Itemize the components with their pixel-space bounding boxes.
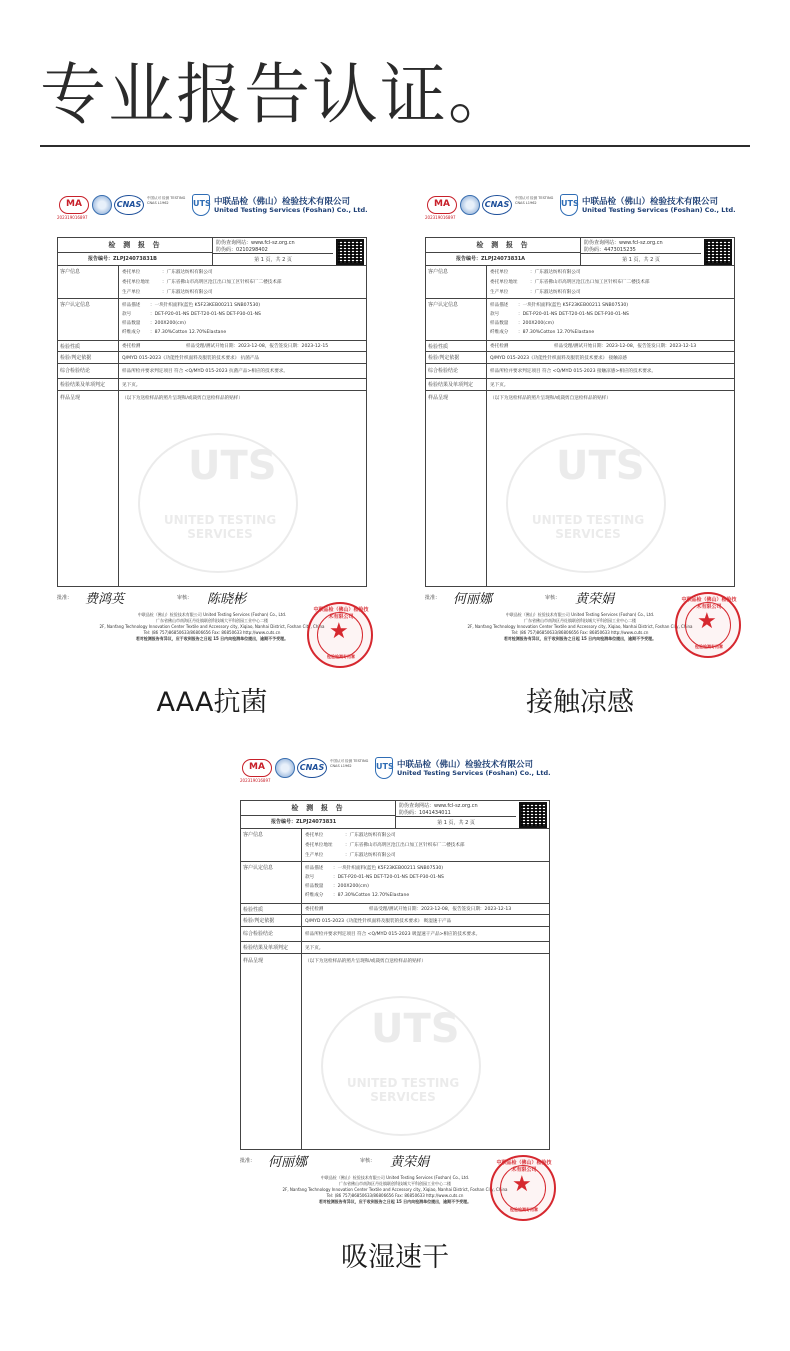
watermark-text: UNITED TESTING SERVICES	[163, 513, 277, 541]
cnas-text: 中国认可 检测 TESTING CNAS L1962	[147, 196, 186, 205]
report-no-label: 报告编号：	[456, 256, 482, 262]
test-type-value: 委托检测	[305, 907, 324, 912]
stamp-subtext: 检验检测专用章	[327, 654, 355, 659]
approver-signature: 何丽娜	[268, 1155, 308, 1170]
reviewer-signature: 黄荣娟	[390, 1155, 430, 1170]
cnas-logo: CNAS	[297, 758, 327, 778]
model-field: 款号 ：DET-P20-01-NS DET-T20-01-NS DET-P30-01-NS	[490, 312, 629, 317]
test-type-section	[241, 904, 549, 915]
field-value: 87.30%Cotton 12.70%Elastane	[522, 330, 595, 335]
quantity-field: 样品数量 ：200X200(cm)	[122, 321, 186, 326]
conclusion-section	[58, 364, 366, 379]
confirm-info-label: 客户认定信息	[243, 866, 274, 871]
client-field: 委托单位 ：广东淑达纺织有限公司	[490, 270, 581, 275]
section-divider	[301, 829, 302, 861]
star-icon: ★	[512, 1171, 532, 1196]
field-value: 广东省佛山市高明区沧江出口加工区针织布厂二楼技术部	[349, 843, 465, 848]
sample-field: 样品描述 ：一块针织面料(蓝色 K5F23KEB00211 SNB07530)	[122, 303, 261, 308]
basis-label: 检验/判定依据	[428, 356, 460, 361]
watermark-logo: UTS	[556, 443, 645, 489]
basis-section	[58, 352, 366, 364]
test-type-label: 检验性质	[60, 345, 81, 350]
stamp-text: 中联品检（佛山）检验技术有限公司	[313, 607, 369, 620]
stamp-subtext: 检验检测专用章	[510, 1207, 538, 1212]
company-name-en: United Testing Services (Foshan) Co., Ltd.	[582, 206, 736, 214]
model-field: 款号 ：DET-P20-01-NS DET-T20-01-NS DET-P30-01-NS	[122, 312, 261, 317]
basis-value: Q/MYD 015-2023《功能性针织面料及服装的技术要求》 接触凉感	[490, 356, 627, 361]
verify-code	[399, 809, 451, 816]
footer-line-1: 中联品检（佛山）检验技术有限公司 United Testing Services (Foshan) Co., Ltd.	[320, 1175, 470, 1180]
section-divider	[118, 299, 119, 340]
basis-section	[426, 352, 734, 364]
producer-field: 生产单位 ：广东淑达纺织有限公司	[122, 290, 213, 295]
ma-number: 202319016897	[425, 215, 456, 220]
verify-site: 防伪查询网站：www.fcl-sz.org.cn	[399, 803, 478, 809]
producer-field: 生产单位 ：广东淑达纺织有限公司	[490, 290, 581, 295]
remarks-label: 检验结果及单项判定	[243, 946, 289, 951]
report-form	[425, 237, 735, 587]
uts-watermark	[506, 433, 666, 573]
verify-code-value: 1041434011	[419, 810, 451, 816]
ma-number: 202319016897	[57, 215, 88, 220]
stamp-text: 中联品检（佛山）检验技术有限公司	[681, 597, 737, 610]
confirm-info-section	[58, 299, 366, 341]
confirm-info-label: 客户认定信息	[60, 303, 91, 308]
footer-line-1: 中联品检（佛山）检验技术有限公司 United Testing Services (Foshan) Co., Ltd.	[505, 612, 655, 617]
title-divider	[40, 145, 750, 147]
report-no-value: ZLPJ24073831	[296, 819, 337, 825]
verify-code	[216, 246, 268, 253]
field-value: 广东省佛山市高明区沧江出口加工区针织布厂二楼技术部	[534, 280, 650, 285]
report-number	[426, 253, 581, 266]
signature-row	[57, 592, 367, 607]
cert-header-logos	[425, 192, 755, 224]
field-key: 样品数量	[305, 884, 324, 889]
remarks-label: 检验结果及单项判定	[60, 383, 106, 388]
field-key: 委托单位	[122, 270, 141, 275]
field-key: 生产单位	[122, 290, 141, 295]
official-stamp	[307, 602, 373, 668]
approver-signature: 何丽娜	[453, 592, 493, 607]
qr-code-icon	[704, 239, 732, 265]
field-value: 广东淑达纺织有限公司	[166, 270, 213, 275]
watermark-logo: UTS	[188, 443, 277, 489]
stamp-text: 中联品检（佛山）检验技术有限公司	[496, 1160, 552, 1173]
remarks-section	[241, 942, 549, 954]
client-field: 委托单位 ：广东淑达纺织有限公司	[122, 270, 213, 275]
footer-line-2: 广东省佛山市南海区丹灶镇联创科技城大平科创园工业中心二楼	[524, 618, 636, 623]
cnas-text: 中国认可 检测 TESTING CNAS L1962	[515, 196, 554, 205]
footer-line-2: 广东省佛山市南海区丹灶镇联创科技城大平科创园工业中心二楼	[156, 618, 268, 623]
report-title-cell	[426, 238, 581, 266]
test-type-section	[426, 341, 734, 352]
uts-logo: UTS	[192, 194, 210, 216]
certificate-2	[240, 755, 570, 1225]
client-info-label: 客户信息	[428, 270, 449, 275]
cnas-text: 中国认可 检测 TESTING CNAS L1962	[330, 759, 369, 768]
sample-field: 样品描述 ：一块针织面料(蓝色 K5F23KEB00211 SNB07530)	[305, 866, 444, 871]
report-no-value: ZLPJ24073831A	[481, 256, 526, 262]
verify-code-label: 防伪码：	[216, 247, 237, 253]
footer-line-2: 广东省佛山市南海区丹灶镇联创科技城大平科创园工业中心二楼	[339, 1181, 451, 1186]
field-key: 委托单位	[305, 833, 324, 838]
dates-value: 样品受理/测试开始日期：2023-12-08，报告签发日期：2023-12-15	[186, 344, 329, 349]
field-key: 款号	[305, 875, 315, 880]
section-divider	[301, 862, 302, 903]
footer-line-4: Tel: (86 757)86850633/86806656 Fax: 86850633 http://www.cuts.cn	[326, 1193, 464, 1198]
field-key: 样品数量	[490, 321, 509, 326]
remarks-section	[426, 379, 734, 391]
report-form	[240, 800, 550, 1150]
conclusion-section	[426, 364, 734, 379]
field-key: 委托单位地址	[122, 280, 150, 285]
uts-logo: UTS	[560, 194, 578, 216]
footer-line-1: 中联品检（佛山）检验技术有限公司 United Testing Services (Foshan) Co., Ltd.	[137, 612, 287, 617]
verify-code	[584, 246, 636, 253]
certificate-1	[425, 192, 755, 662]
section-divider	[118, 391, 119, 587]
report-title: 检 测 报 告	[58, 238, 213, 253]
reviewer-signature: 黄荣娟	[575, 592, 615, 607]
field-value: 广东淑达纺织有限公司	[166, 290, 213, 295]
field-key: 纤维成分	[122, 330, 141, 335]
report-form	[57, 237, 367, 587]
confirm-info-section	[426, 299, 734, 341]
field-value: DET-P20-01-NS DET-T20-01-NS DET-P30-01-NS	[154, 312, 261, 317]
field-value: DET-P20-01-NS DET-T20-01-NS DET-P30-01-NS	[522, 312, 629, 317]
ma-number: 202319016897	[240, 778, 271, 783]
quantity-field: 样品数量 ：200X200(cm)	[490, 321, 554, 326]
approve-label: 批准：	[240, 1159, 256, 1164]
verify-site: 防伪查询网站：www.fcl-sz.org.cn	[216, 240, 295, 246]
qr-code-icon	[336, 239, 364, 265]
quantity-field: 样品数量 ：200X200(cm)	[305, 884, 369, 889]
sample-field: 样品描述 ：一块针织面料(蓝色 K5F23KEB00211 SNB07530)	[490, 303, 629, 308]
remarks-value: 见下页。	[122, 383, 141, 388]
report-title-cell	[241, 801, 396, 829]
field-key: 纤维成分	[305, 893, 324, 898]
conclusion-value: 样品所检并要求判定项目 符合 <Q/MYD 015-2023 抗菌产品>相应的技术要求。	[122, 369, 288, 374]
report-number	[241, 816, 396, 829]
report-header-row	[241, 801, 549, 829]
section-divider	[486, 341, 487, 351]
basis-section	[241, 915, 549, 927]
dates-value: 样品受理/测试开始日期：2023-12-08，报告签发日期：2023-12-13	[369, 907, 512, 912]
remarks-label: 检验结果及单项判定	[428, 383, 474, 388]
fiber-field: 纤维成分 ：87.30%Cotton 12.70%Elastane	[305, 893, 410, 898]
ma-logo: MA	[427, 196, 457, 214]
field-value: 广东淑达纺织有限公司	[349, 853, 396, 858]
ma-logo: MA	[59, 196, 89, 214]
star-icon: ★	[329, 618, 349, 643]
field-key: 委托单位	[490, 270, 509, 275]
certificate-0	[57, 192, 387, 662]
cert-header-logos	[57, 192, 387, 224]
cert-caption-0: AAA抗菌	[156, 687, 268, 718]
client-address-field: 委托单位地址 ：广东省佛山市高明区沧江出口加工区针织布厂二楼技术部	[490, 280, 650, 285]
uts-logo: UTS	[375, 757, 393, 779]
conclusion-value: 样品所检并要求判定项目 符合 <Q/MYD 015-2023 接触凉感>相应的技术要求。	[490, 369, 656, 374]
client-address-field: 委托单位地址 ：广东省佛山市高明区沧江出口加工区针织布厂二楼技术部	[122, 280, 282, 285]
review-label: 审核：	[360, 1159, 376, 1164]
photo-label: 样品呈现	[60, 396, 81, 401]
field-key: 生产单位	[490, 290, 509, 295]
official-stamp	[490, 1155, 556, 1221]
approve-label: 批准：	[425, 596, 441, 601]
field-key: 样品描述	[122, 303, 141, 308]
cert-caption-1: 接触凉感	[526, 687, 634, 718]
company-name-cn: 中联品检（佛山）检验技术有限公司	[397, 760, 534, 770]
field-key: 委托单位地址	[305, 843, 333, 848]
section-divider	[301, 927, 302, 941]
report-no-label: 报告编号：	[88, 256, 114, 262]
report-no-label: 报告编号：	[271, 819, 297, 825]
footer-line-5: 若对检测报告有异议，应于收到报告之日起 15 日内向检测单位提出，逾期不予受理。	[503, 636, 657, 641]
footer-line-5: 若对检测报告有异议，应于收到报告之日起 15 日内向检测单位提出，逾期不予受理。	[318, 1199, 472, 1204]
field-value: 一块针织面料(蓝色 K5F23KEB00211 SNB07530)	[337, 866, 444, 871]
photo-note: （以下为送检样品的照片呈现和/或裁剪自送检样品的贴样）	[490, 396, 611, 401]
qr-code-icon	[519, 802, 547, 828]
star-icon: ★	[697, 608, 717, 633]
footer-line-4: Tel: (86 757)86850633/86806656 Fax: 86850633 http://www.cuts.cn	[143, 630, 281, 635]
review-label: 审核：	[177, 596, 193, 601]
ilac-icon	[92, 195, 112, 215]
field-value: 广东淑达纺织有限公司	[349, 833, 396, 838]
watermark-logo: UTS	[371, 1006, 460, 1052]
report-title: 检 测 报 告	[241, 801, 396, 816]
page-title: 专业报告认证。	[40, 56, 516, 133]
section-divider	[118, 379, 119, 390]
basis-value: Q/MYD 015-2023《功能性针织面料及服装的技术要求》 吸湿速干产品	[305, 919, 452, 924]
section-divider	[486, 299, 487, 340]
company-name-cn: 中联品检（佛山）检验技术有限公司	[582, 197, 719, 207]
field-key: 样品描述	[490, 303, 509, 308]
watermark-text: UNITED TESTING SERVICES	[531, 513, 645, 541]
footer-line-3: 2F, Nanfang Technology Innovation Center Textile and Accessory city, Xiqiao, Nanhai District, Foshan City, China	[282, 1187, 508, 1192]
page-label: 第 1 页，共 2 页	[581, 253, 701, 266]
client-info-section	[241, 829, 549, 862]
basis-label: 检验/判定依据	[60, 356, 92, 361]
field-value: 一块针织面料(蓝色 K5F23KEB00211 SNB07530)	[522, 303, 629, 308]
section-divider	[301, 904, 302, 914]
report-number	[58, 253, 213, 266]
footer-line-5: 若对检测报告有异议，应于收到报告之日起 15 日内向检测单位提出，逾期不予受理。	[135, 636, 289, 641]
approve-label: 批准：	[57, 596, 73, 601]
client-info-label: 客户信息	[60, 270, 81, 275]
section-divider	[118, 364, 119, 378]
field-value: 广东省佛山市高明区沧江出口加工区针织布厂二楼技术部	[166, 280, 282, 285]
field-value: DET-P20-01-NS DET-T20-01-NS DET-P30-01-NS	[337, 875, 444, 880]
confirm-info-section	[241, 862, 549, 904]
uts-watermark	[321, 996, 481, 1136]
cnas-logo: CNAS	[114, 195, 144, 215]
client-info-label: 客户信息	[243, 833, 264, 838]
test-type-value: 委托检测	[490, 344, 509, 349]
remarks-value: 见下页。	[490, 383, 509, 388]
verify-code-value: 0210298402	[236, 247, 268, 253]
field-key: 款号	[490, 312, 500, 317]
dates-value: 样品受理/测试开始日期：2023-12-08，报告签发日期：2023-12-13	[554, 344, 697, 349]
report-header-row	[426, 238, 734, 266]
client-address-field: 委托单位地址 ：广东省佛山市高明区沧江出口加工区针织布厂二楼技术部	[305, 843, 465, 848]
cert-header-logos	[240, 755, 570, 787]
field-value: 200X200(cm)	[337, 884, 369, 889]
company-name-en: United Testing Services (Foshan) Co., Ltd.	[214, 206, 368, 214]
producer-field: 生产单位 ：广东淑达纺织有限公司	[305, 853, 396, 858]
section-divider	[486, 364, 487, 378]
basis-value: Q/MYD 015-2023《功能性针织面料及服装的技术要求》 抗菌产品	[122, 356, 259, 361]
footer-line-3: 2F, Nanfang Technology Innovation Center Textile and Accessory city, Xiqiao, Nanhai District, Foshan City, China	[467, 624, 693, 629]
section-divider	[486, 391, 487, 587]
page-label: 第 1 页，共 2 页	[213, 253, 333, 266]
verify-site: 防伪查询网站：www.fcl-sz.org.cn	[584, 240, 663, 246]
company-name-en: United Testing Services (Foshan) Co., Ltd.	[397, 769, 551, 777]
ilac-icon	[275, 758, 295, 778]
report-title-cell	[58, 238, 213, 266]
report-title: 检 测 报 告	[426, 238, 581, 253]
official-stamp	[675, 592, 741, 658]
footer-line-4: Tel: (86 757)86850633/86806656 Fax: 86850633 http://www.cuts.cn	[511, 630, 649, 635]
test-type-section	[58, 341, 366, 352]
field-value: 一块针织面料(蓝色 K5F23KEB00211 SNB07530)	[154, 303, 261, 308]
remarks-value: 见下页。	[305, 946, 324, 951]
field-value: 广东淑达纺织有限公司	[534, 270, 581, 275]
section-divider	[301, 954, 302, 1150]
field-value: 广东淑达纺织有限公司	[534, 290, 581, 295]
footer-line-3: 2F, Nanfang Technology Innovation Center Textile and Accessory city, Xiqiao, Nanhai District, Foshan City, China	[99, 624, 325, 629]
reviewer-signature: 陈晓彬	[207, 592, 247, 607]
field-value: 87.30%Cotton 12.70%Elastane	[154, 330, 227, 335]
verify-cell	[581, 238, 701, 266]
client-info-section	[426, 266, 734, 299]
conclusion-label: 综合检验结论	[60, 369, 91, 374]
company-name-cn: 中联品检（佛山）检验技术有限公司	[214, 197, 351, 207]
client-field: 委托单位 ：广东淑达纺织有限公司	[305, 833, 396, 838]
verify-code-label: 防伪码：	[399, 810, 420, 816]
field-key: 样品数量	[122, 321, 141, 326]
conclusion-section	[241, 927, 549, 942]
photo-note: （以下为送检样品的照片呈现和/或裁剪自送检样品的贴样）	[305, 959, 426, 964]
remarks-section	[58, 379, 366, 391]
approver-signature: 费鸿英	[85, 592, 125, 607]
field-key: 生产单位	[305, 853, 324, 858]
client-info-section	[58, 266, 366, 299]
test-type-label: 检验性质	[243, 908, 264, 913]
ilac-icon	[460, 195, 480, 215]
test-type-value: 委托检测	[122, 344, 141, 349]
verify-code-value: 4473015235	[604, 247, 636, 253]
field-value: 200X200(cm)	[522, 321, 554, 326]
verify-cell	[396, 801, 516, 829]
section-divider	[301, 915, 302, 926]
field-key: 样品描述	[305, 866, 324, 871]
basis-label: 检验/判定依据	[243, 919, 275, 924]
stamp-subtext: 检验检测专用章	[695, 644, 723, 649]
section-divider	[118, 266, 119, 298]
review-label: 审核：	[545, 596, 561, 601]
ma-logo: MA	[242, 759, 272, 777]
section-divider	[486, 266, 487, 298]
model-field: 款号 ：DET-P20-01-NS DET-T20-01-NS DET-P30-01-NS	[305, 875, 444, 880]
conclusion-label: 综合检验结论	[428, 369, 459, 374]
section-divider	[118, 341, 119, 351]
section-divider	[486, 352, 487, 363]
verify-cell	[213, 238, 333, 266]
photo-label: 样品呈现	[428, 396, 449, 401]
fiber-field: 纤维成分 ：87.30%Cotton 12.70%Elastane	[490, 330, 595, 335]
section-divider	[486, 379, 487, 390]
report-header-row	[58, 238, 366, 266]
field-key: 款号	[122, 312, 132, 317]
field-key: 委托单位地址	[490, 280, 518, 285]
conclusion-label: 综合检验结论	[243, 932, 274, 937]
cert-caption-2: 吸湿速干	[341, 1242, 449, 1273]
photo-label: 样品呈现	[243, 959, 264, 964]
section-divider	[301, 942, 302, 953]
conclusion-value: 样品所检并要求判定项目 符合 <Q/MYD 015-2023 吸湿速干产品>相应的技术要求。	[305, 932, 481, 937]
watermark-text: UNITED TESTING SERVICES	[346, 1076, 460, 1104]
field-value: 200X200(cm)	[154, 321, 186, 326]
report-no-value: ZLPJ24073831B	[113, 256, 157, 262]
page-label: 第 1 页，共 2 页	[396, 816, 516, 829]
field-key: 纤维成分	[490, 330, 509, 335]
fiber-field: 纤维成分 ：87.30%Cotton 12.70%Elastane	[122, 330, 227, 335]
field-value: 87.30%Cotton 12.70%Elastane	[337, 893, 410, 898]
confirm-info-label: 客户认定信息	[428, 303, 459, 308]
cnas-logo: CNAS	[482, 195, 512, 215]
uts-watermark	[138, 433, 298, 573]
photo-note: （以下为送检样品的照片呈现和/或裁剪自送检样品的贴样）	[122, 396, 243, 401]
section-divider	[118, 352, 119, 363]
verify-code-label: 防伪码：	[584, 247, 605, 253]
test-type-label: 检验性质	[428, 345, 449, 350]
